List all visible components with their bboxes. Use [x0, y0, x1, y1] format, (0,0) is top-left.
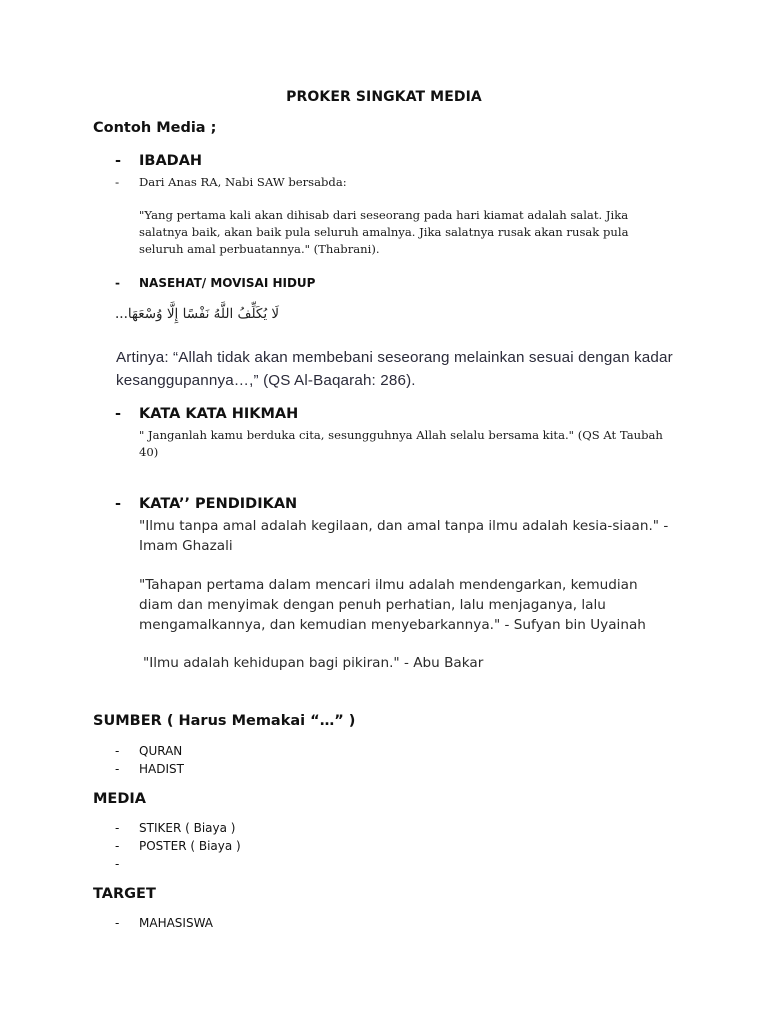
pendidikan-quote-1: "Ilmu tanpa amal adalah kegilaan, dan amal tanpa ilmu adalah kesia-siaan." - Imam Ghazali — [139, 518, 669, 554]
arabic-verse: لَا يُكَلِّفُ اللَّهُ نَفْسًا إِلَّا وُسْعَهَا... — [115, 306, 280, 322]
pendidikan-quote-3: "Ilmu adalah kehidupan bagi pikiran." - Abu Bakar — [143, 655, 484, 671]
hikmah-quote: " Janganlah kamu berduka cita, sesungguhnya Allah selalu bersama kita." (QS At Taubah 40) — [139, 428, 663, 459]
sumber-heading: SUMBER ( Harus Memakai “…” ) — [93, 713, 356, 729]
sumber-item-label: QURAN — [139, 744, 183, 758]
target-item-label: MAHASISWA — [139, 916, 213, 930]
hikmah-item — [115, 406, 298, 422]
media-list-item — [115, 821, 235, 835]
bullet-dash: - — [115, 153, 122, 169]
media-list-item — [115, 857, 139, 871]
bullet-dash: - — [115, 821, 120, 835]
pendidikan-heading: KATA’’ PENDIDIKAN — [139, 496, 298, 512]
hikmah-heading: KATA KATA HIKMAH — [139, 406, 299, 422]
target-list-item — [115, 916, 213, 930]
ibadah-intro-item — [115, 174, 347, 191]
media-item-label: POSTER ( Biaya ) — [139, 839, 241, 853]
pendidikan-quote-2: "Tahapan pertama dalam mencari ilmu adalah mendengarkan, kemudian diam dan menyimak dengan penuh perhatian, lalu menjaganya, lalu mengamalkannya, dan kemudian menyebarkannya." - Sufyan bin Uyainah — [139, 577, 646, 633]
pendidikan-item — [115, 496, 297, 512]
media-item-label: STIKER ( Biaya ) — [139, 821, 236, 835]
target-heading: TARGET — [93, 886, 156, 902]
bullet-dash: - — [115, 496, 122, 512]
media-list-item — [115, 839, 241, 853]
bullet-dash: - — [115, 762, 120, 776]
nasehat-item — [115, 276, 315, 290]
sumber-list-item — [115, 744, 182, 758]
bullet-dash: - — [115, 406, 122, 422]
bullet-dash: - — [115, 744, 120, 758]
artinya-text: Artinya: “Allah tidak akan membebani seseorang melainkan sesuai dengan kadar kesanggupannya…,” (QS Al-Baqarah: 286). — [116, 349, 673, 389]
ibadah-item — [115, 153, 202, 169]
sumber-list-item — [115, 762, 184, 776]
nasehat-heading: NASEHAT/ MOVISAI HIDUP — [139, 276, 316, 290]
ibadah-heading: IBADAH — [139, 153, 203, 169]
bullet-dash: - — [115, 857, 120, 871]
bullet-dash: - — [115, 839, 120, 853]
bullet-dash: - — [115, 175, 120, 189]
contoh-media-heading: Contoh Media ; — [93, 120, 217, 136]
sumber-item-label: HADIST — [139, 762, 184, 776]
document-title: PROKER SINGKAT MEDIA — [286, 89, 482, 105]
media-heading: MEDIA — [93, 791, 146, 807]
bullet-dash: - — [115, 276, 120, 290]
bullet-dash: - — [115, 916, 120, 930]
ibadah-quote: "Yang pertama kali akan dihisab dari seseorang pada hari kiamat adalah salat. Jika salatnya baik, akan baik pula seluruh amalnya. Jika salatnya rusak akan rusak pula seluruh amal perbuatannya." (Thabrani). — [139, 208, 629, 256]
ibadah-intro: Dari Anas RA, Nabi SAW bersabda: — [139, 175, 347, 189]
